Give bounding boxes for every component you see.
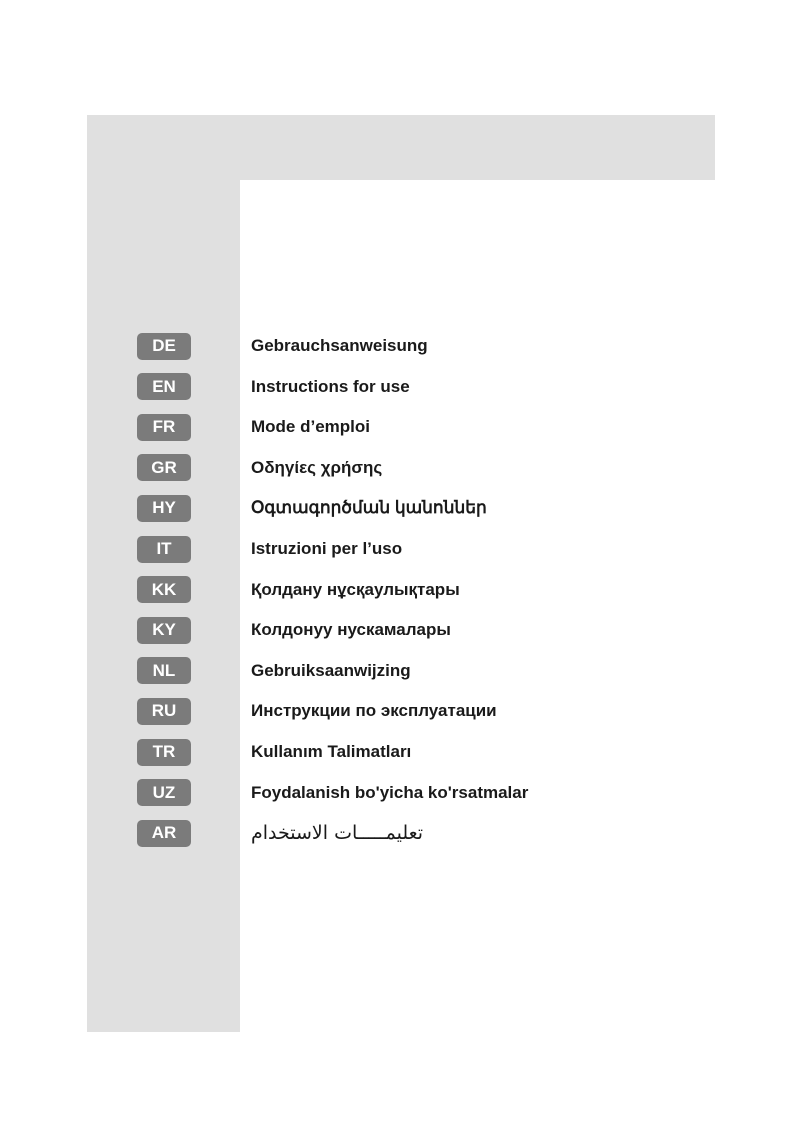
language-title: Istruzioni per l’uso [251, 539, 403, 558]
language-code-badge: KY [137, 617, 191, 644]
language-title: Инструкции по эксплуатации [251, 701, 497, 721]
language-row-tr [137, 738, 412, 766]
language-title: Instructions for use [251, 376, 410, 396]
language-code-badge: FR [137, 414, 191, 441]
language-code-badge: RU [137, 698, 191, 725]
language-row-fr [137, 413, 370, 441]
language-row-nl [137, 657, 411, 685]
language-row-it [137, 535, 403, 563]
language-code-badge: DE [137, 333, 191, 360]
language-title: Gebruiksaanwijzing [251, 660, 411, 680]
language-code-badge: HY [137, 495, 191, 522]
language-row-ky [137, 616, 451, 644]
language-row-ar [137, 819, 424, 847]
language-code-badge: UZ [137, 779, 191, 806]
language-code-badge: NL [137, 657, 191, 684]
language-title: Колдонуу нускамалары [251, 620, 451, 640]
language-row-kk [137, 576, 460, 604]
language-row-en [137, 373, 410, 401]
language-row-ru [137, 697, 497, 725]
language-title: Gebrauchsanweisung [251, 336, 428, 355]
language-code-badge: TR [137, 739, 191, 766]
language-title: Foydalanish bo'yicha ko'rsatmalar [251, 782, 529, 802]
language-code-badge: IT [137, 536, 191, 563]
language-code-badge: KK [137, 576, 191, 603]
language-row-gr [137, 454, 383, 482]
language-code-badge: EN [137, 373, 191, 400]
language-code-badge: AR [137, 820, 191, 847]
sidebar-band [87, 115, 240, 1032]
language-row-de [137, 332, 428, 360]
language-row-uz [137, 779, 529, 807]
language-title: Kullanım Talimatları [251, 742, 412, 761]
language-title: Mode d’emploi [251, 417, 370, 437]
language-title: Қолдану нұсқаулықтары [251, 579, 460, 599]
language-row-hy [137, 494, 487, 522]
language-title: تعليمـــــات الاستخدام [251, 822, 424, 845]
language-title: Օգտագործման կանոններ [251, 498, 487, 518]
language-code-badge: GR [137, 454, 191, 481]
language-title: Οδηγίες χρήσης [251, 457, 383, 477]
